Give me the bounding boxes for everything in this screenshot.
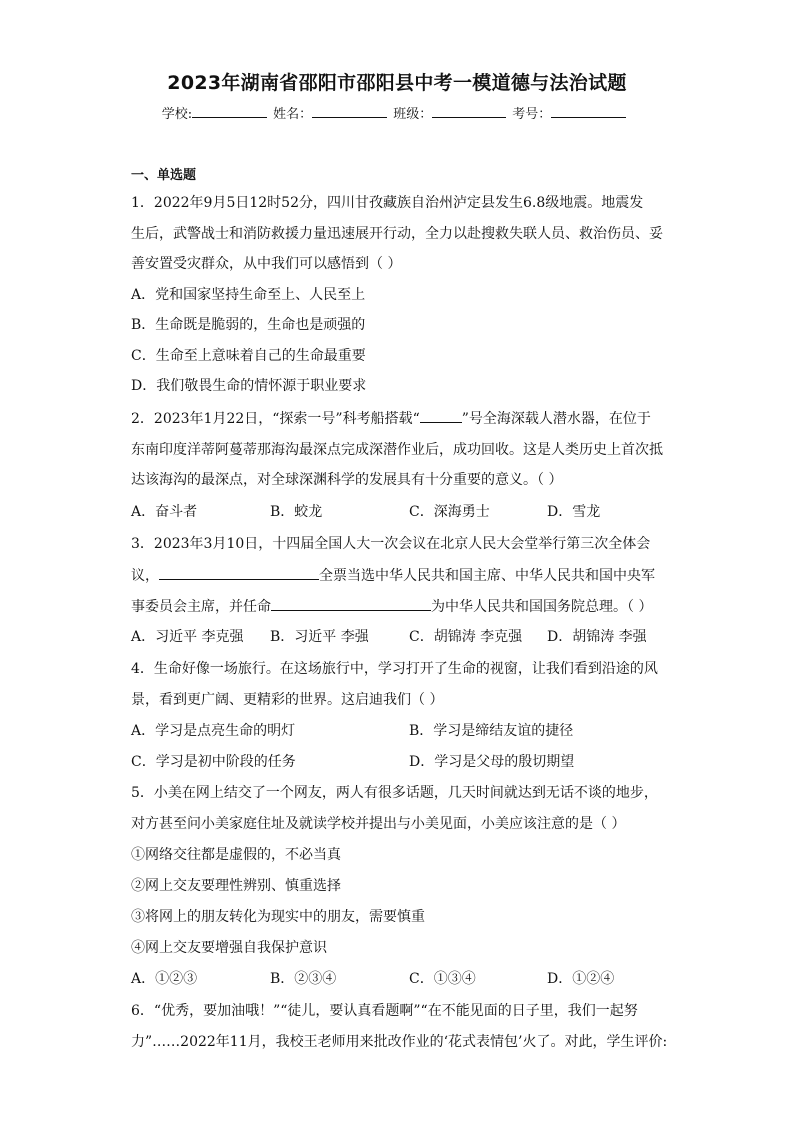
- q5-statement-3: ③将网上的朋友转化为现实中的朋友，需要慎重: [131, 909, 425, 925]
- class-blank[interactable]: [432, 105, 506, 118]
- q5-option-c[interactable]: C．①③④: [409, 971, 476, 987]
- q4-stem-line-1: 4．生命好像一场旅行。在这场旅行中，学习打开了生命的视窗，让我们看到沿途的风: [131, 661, 658, 677]
- student-info-row: [0, 103, 794, 122]
- q3-option-a[interactable]: A．习近平 李克强: [131, 629, 244, 645]
- exam-number-label: 考号：: [512, 107, 552, 122]
- q3-stem-line-1: 3．2023年3月10日，十四届全国人大一次会议在北京人民大会堂举行第三次全体会: [131, 536, 651, 552]
- q1-option-a[interactable]: A．党和国家坚持生命至上、人民至上: [131, 287, 366, 303]
- name-blank[interactable]: [312, 105, 387, 118]
- q1-option-c[interactable]: C．生命至上意味着自己的生命最重要: [131, 348, 366, 364]
- q2-stem-line-3: 达该海沟的最深点，对全球深渊科学的发展具有十分重要的意义。（ ）: [131, 472, 563, 488]
- q3-option-b[interactable]: B．习近平 李强: [270, 629, 369, 645]
- q6-stem-line-1: 6．“优秀，要加油哦！”“徒儿，要认真看题啊”“在不能见面的日子里，我们一起努: [131, 1003, 638, 1019]
- exam-number-blank[interactable]: [551, 105, 626, 118]
- school-label: 学校:: [161, 107, 193, 122]
- q3-stem-line-3-part-b: 为中华人民共和国国务院总理。（ ）: [431, 599, 653, 615]
- q5-option-b[interactable]: B．②③④: [270, 971, 337, 987]
- q3-stem-line-2: [131, 565, 655, 586]
- q5-statement-1: ①网络交往都是虚假的，不必当真: [131, 847, 341, 863]
- q3-stem-line-3: [131, 596, 652, 617]
- q4-option-d[interactable]: D．学习是父母的殷切期望: [409, 754, 575, 770]
- q6-stem-line-2: 力”……2022年11月，我校王老师用来批改作业的‘花式表情包’火了。对此，学生评价:: [131, 1034, 668, 1050]
- name-label: 姓名：: [273, 107, 313, 122]
- q3-option-c[interactable]: C．胡锦涛 李克强: [409, 629, 523, 645]
- q1-option-d[interactable]: D．我们敬畏生命的情怀源于职业要求: [131, 378, 367, 394]
- q3-stem-line-3-part-a: 事委员会主席，并任命: [131, 599, 271, 615]
- q4-stem-line-2: 景，看到更广阔、更精彩的世界。这启迪我们（ ）: [131, 692, 444, 708]
- q2-option-d[interactable]: D．雪龙: [547, 504, 601, 520]
- q5-option-d[interactable]: D．①②④: [547, 971, 615, 987]
- q3-answer-blank-1[interactable]: [159, 565, 319, 580]
- q3-option-d[interactable]: D．胡锦涛 李强: [547, 629, 647, 645]
- q5-statement-4: ④网上交友要增强自我保护意识: [131, 940, 327, 956]
- q5-stem-line-2: 对方甚至问小美家庭住址及就读学校并提出与小美见面，小美应该注意的是（ ）: [131, 816, 626, 832]
- q5-option-a[interactable]: A．①②③: [131, 971, 198, 987]
- document-title: 2023年湖南省邵阳市邵阳县中考一模道德与法治试题: [167, 72, 627, 94]
- class-label: 班级：: [393, 107, 433, 122]
- q1-stem-line-3: 善安置受灾群众，从中我们可以感悟到（ ）: [131, 256, 402, 272]
- q2-option-a[interactable]: A．奋斗者: [131, 504, 198, 520]
- q3-answer-blank-2[interactable]: [271, 596, 431, 611]
- q1-stem-line-2: 生后，武警战士和消防救援力量迅速展开行动，全力以赴搜救失联人员、救治伤员、妥: [131, 226, 663, 242]
- q2-option-c[interactable]: C．深海勇士: [409, 504, 490, 520]
- q4-option-b[interactable]: B．学习是缔结友谊的捷径: [409, 723, 574, 739]
- q1-option-b[interactable]: B．生命既是脆弱的，生命也是顽强的: [131, 317, 366, 333]
- q4-option-c[interactable]: C．学习是初中阶段的任务: [131, 754, 296, 770]
- q4-option-a[interactable]: A．学习是点亮生命的明灯: [131, 723, 296, 739]
- q2-answer-blank[interactable]: [420, 408, 462, 423]
- q3-stem-line-2-part-a: 议，: [131, 568, 159, 584]
- q2-stem-line-2: 东南印度洋蒂阿蔓蒂那海沟最深点完成深潜作业后，成功回收。这是人类历史上首次抵: [131, 442, 663, 458]
- q3-stem-line-2-part-b: 全票当选中华人民共和国主席、中华人民共和国中央军: [319, 568, 655, 584]
- q2-option-b[interactable]: B．蛟龙: [270, 504, 323, 520]
- section-heading: 一、单选题: [131, 168, 197, 183]
- school-blank[interactable]: [192, 105, 267, 118]
- q5-stem-line-1: 5．小美在网上结交了一个网友，两人有很多话题，几天时间就达到无话不谈的地步，: [131, 785, 658, 801]
- q2-stem-line-1: [131, 408, 651, 429]
- q2-stem-line-1-part-a: 2．2023年1月22日，“探索一号”科考船搭载“: [131, 411, 420, 427]
- q5-statement-2: ②网上交友要理性辨别、慎重选择: [131, 878, 341, 894]
- q1-stem-line-1: 1．2022年9月5日12时52分，四川甘孜藏族自治州泸定县发生6.8级地震。地震发: [131, 195, 644, 211]
- q2-stem-line-1-part-b: ”号全海深载人潜水器，在位于: [461, 411, 651, 427]
